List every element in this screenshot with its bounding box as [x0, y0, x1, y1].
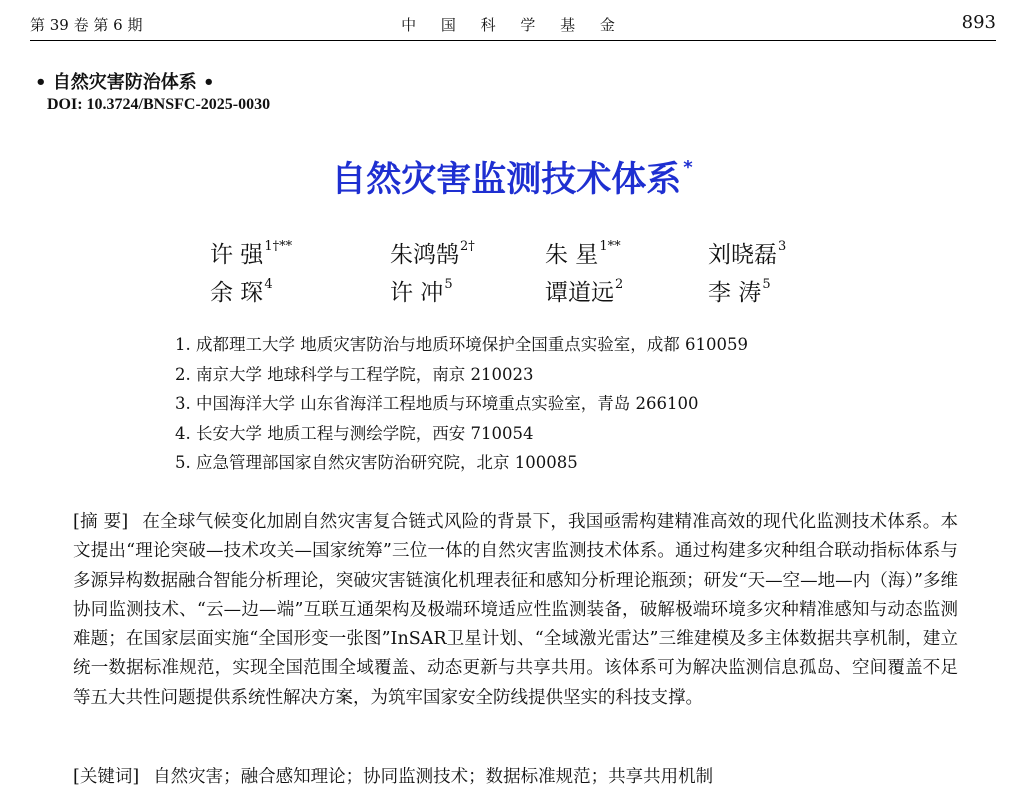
journal-name: 中 国 科 学 基 金	[401, 16, 625, 34]
author	[210, 274, 273, 307]
affiliation: 4. 长安大学 地质工程与测绘学院，西安 710054	[175, 423, 534, 443]
author-affil-mark: 2	[615, 277, 624, 292]
author	[390, 236, 475, 269]
author-name: 朱鸿鹄	[390, 242, 459, 268]
author-affil-mark: 4	[264, 277, 273, 292]
title-footnote-mark: *	[683, 157, 693, 178]
author	[708, 274, 771, 307]
affiliation: 5. 应急管理部国家自然灾害防治研究院，北京 100085	[175, 453, 578, 472]
author	[708, 236, 786, 269]
author-row	[210, 274, 820, 312]
abstract-label: [摘 要]	[73, 512, 129, 532]
author-affil-mark: 3	[778, 239, 787, 254]
abstract	[73, 508, 958, 713]
author-name: 余 琛	[210, 280, 264, 306]
author	[545, 274, 623, 307]
author	[545, 236, 621, 269]
author-name: 朱 星	[545, 242, 599, 268]
affiliation: 2. 南京大学 地球科学与工程学院，南京 210023	[175, 364, 534, 384]
affiliation-list	[175, 330, 975, 478]
author-affil-mark: 5	[762, 277, 771, 292]
keywords	[73, 763, 958, 792]
author-affil-mark: 5	[444, 277, 453, 292]
page-number: 893	[961, 12, 996, 33]
author-affil-mark: 1†**	[264, 239, 293, 254]
column-label	[35, 68, 965, 94]
author-name: 许 冲	[390, 280, 444, 306]
author-name: 谭道远	[545, 280, 614, 306]
abstract-text: 在全球气候变化加剧自然灾害复合链式风险的背景下，我国亟需构建精准高效的现代化监测技术体系。本文提出“理论突破—技术攻关—国家统筹”三位一体的自然灾害监测技术体系。通过构建多灾种组合联动指标体系与多源异构数据融合智能分析理论，突破灾害链演化机理表征和感知分析理论瓶颈；研发“天—空—地—内（海）”多维协同监测技术、“云—边—端”互联互通架构及极端环境适应性监测装备，破解极端环境多灾种精准感知与动态监测难题；在国家层面实施“全国形变一张图”InSAR卫星计划、“全域激光雷达”三维建模及多主体数据共享机制，建立统一数据标准规范，实现全国范围全域覆盖、动态更新与共享共用。该体系可为解决监测信息孤岛、空间覆盖不足等五大共性问题提供系统性解决方案，为筑牢国家安全防线提供坚实的科技支撑。	[73, 512, 959, 708]
doi: DOI: 10.3724/BNSFC-2025-0030	[47, 96, 271, 113]
keywords-text: 自然灾害；融合感知理论；协同监测技术；数据标准规范；共享共用机制	[153, 767, 714, 787]
author-name: 李 涛	[708, 280, 762, 306]
keywords-label: [关键词]	[73, 767, 140, 787]
author-affil-mark: 2†	[460, 239, 475, 254]
paper-title-text: 自然灾害监测技术体系	[331, 160, 682, 200]
affiliation: 3. 中国海洋大学 山东省海洋工程地质与环境重点实验室，青岛 266100	[175, 394, 699, 413]
paper-title	[0, 152, 1024, 202]
author	[390, 274, 453, 307]
running-header	[30, 10, 996, 41]
affiliation: 1. 成都理工大学 地质灾害防治与地质环境保护全国重点实验室，成都 610059	[175, 335, 748, 354]
volume-issue: 第 39 卷 第 6 期	[30, 16, 143, 34]
author-list	[210, 236, 820, 312]
column-name: • 自然灾害防治体系 •	[35, 72, 215, 93]
author	[210, 236, 292, 269]
author-name: 许 强	[210, 242, 264, 268]
author-name: 刘晓磊	[708, 242, 777, 268]
author-affil-mark: 1**	[599, 239, 621, 254]
author-row	[210, 236, 820, 274]
